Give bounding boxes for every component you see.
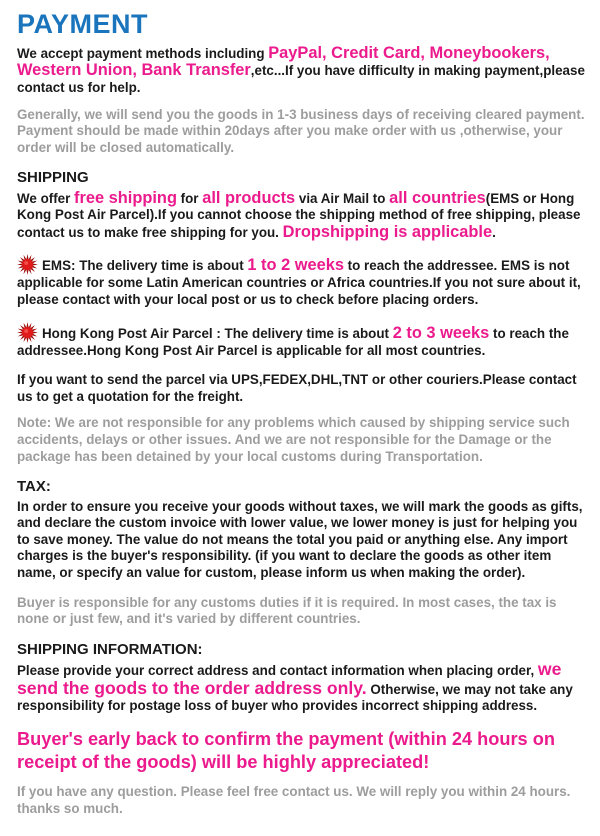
offer-text: via Air Mail to xyxy=(295,190,390,206)
payment-section-title: PAYMENT xyxy=(17,9,149,39)
payment-dispatch-note: Generally, we will send you the goods in 1-3 business days of receiving cleared payment. Payment should be made within 20days after you make order with us ,otherwise, your order will be closed automatically. xyxy=(17,106,585,155)
closing-note: If you have any question. Please feel free contact us. We will reply you within 24 hours. thanks so much. xyxy=(17,784,571,817)
all-products-highlight: all products xyxy=(202,188,296,207)
tax-customs-note: Buyer is responsible for any customs duties if it is required. In most cases, the tax is none or just few, and it's varied by different countries. xyxy=(17,594,557,627)
offer-text: for xyxy=(176,190,203,206)
starburst-icon xyxy=(17,254,38,275)
address-text: Please provide your correct address and contact information when placing order, xyxy=(17,663,538,679)
hkpost-text: Hong Kong Post Air Parcel : The delivery time is about xyxy=(42,325,393,341)
hkpost-text-end: to reach the addressee.Hong Kong Post Air Parcel is applicable for all most countries. xyxy=(17,325,569,358)
offer-text-period: . xyxy=(492,224,496,240)
shipping-liability-note: Note: We are not responsible for any problems which caused by shipping service such accidents, delays or other issues. And we are not responsible for the Damage or the package has been detained by your local customs during Transportation. xyxy=(17,415,570,464)
payment-intro-text-end: ,etc...If you have difficulty in making payment,please contact us for help. xyxy=(17,63,585,95)
payment-methods-highlight: PayPal, Credit Card, Moneybookers, Western Union, Bank Transfer xyxy=(17,43,550,80)
tax-body-paragraph: In order to ensure you receive your goods without taxes, we will mark the goods as gifts, and declare the custom invoice with lower value, we lower money is just for helping you to save money. The value do not means the total you paid or anything else. Any import charges is the buyer's responsibility. (if you want to declare the goods as other item name, or specify an value for custom, please inform us when making the order). xyxy=(17,498,583,580)
shipping-section-title: SHIPPING xyxy=(17,169,89,187)
free-shipping-highlight: free shipping xyxy=(74,188,177,207)
payment-intro-paragraph xyxy=(17,45,586,97)
ems-weeks-highlight: 1 to 2 weeks xyxy=(247,256,344,275)
ems-delivery-paragraph xyxy=(17,254,586,308)
offer-text: We offer xyxy=(17,190,75,206)
all-countries-highlight: all countries xyxy=(389,188,486,207)
couriers-paragraph: If you want to send the parcel via UPS,FEDEX,DHL,TNT or other couriers.Please contact us to get a quotation for the freight. xyxy=(17,372,577,404)
payment-confirm-notice: Buyer's early back to confirm the payment (within 24 hours on receipt of the goods) will be highly appreciated! xyxy=(17,728,555,773)
ems-text: EMS: The delivery time is about xyxy=(42,258,248,274)
dropshipping-highlight: Dropshipping is applicable xyxy=(282,222,493,241)
payment-intro-text: We accept payment methods including xyxy=(17,45,269,61)
order-address-only-highlight: we send the goods to the order address only. xyxy=(17,659,562,698)
starburst-icon xyxy=(17,322,38,343)
address-text-end: Otherwise, we may not take any responsibility for postage loss of buyer who provides incorrect shipping address. xyxy=(17,681,573,714)
ems-text-end: to reach the addressee. EMS is not applicable for some Latin American countries or Africa countries.If you not sure about it, please contact with your local post or us to check before placing orders. xyxy=(17,258,581,308)
tax-section-title: TAX: xyxy=(17,478,51,496)
hkpost-delivery-paragraph xyxy=(17,322,586,360)
shipping-information-section-title: SHIPPING INFORMATION: xyxy=(17,640,203,658)
hkpost-weeks-highlight: 2 to 3 weeks xyxy=(392,323,490,342)
offer-text: (EMS or Hong Kong Post Air Parcel).If you cannot choose the shipping method of free shipping, please contact us to make free shipping for you. xyxy=(17,190,581,240)
shipping-information-paragraph xyxy=(17,661,586,715)
shipping-offer-paragraph xyxy=(17,190,586,242)
